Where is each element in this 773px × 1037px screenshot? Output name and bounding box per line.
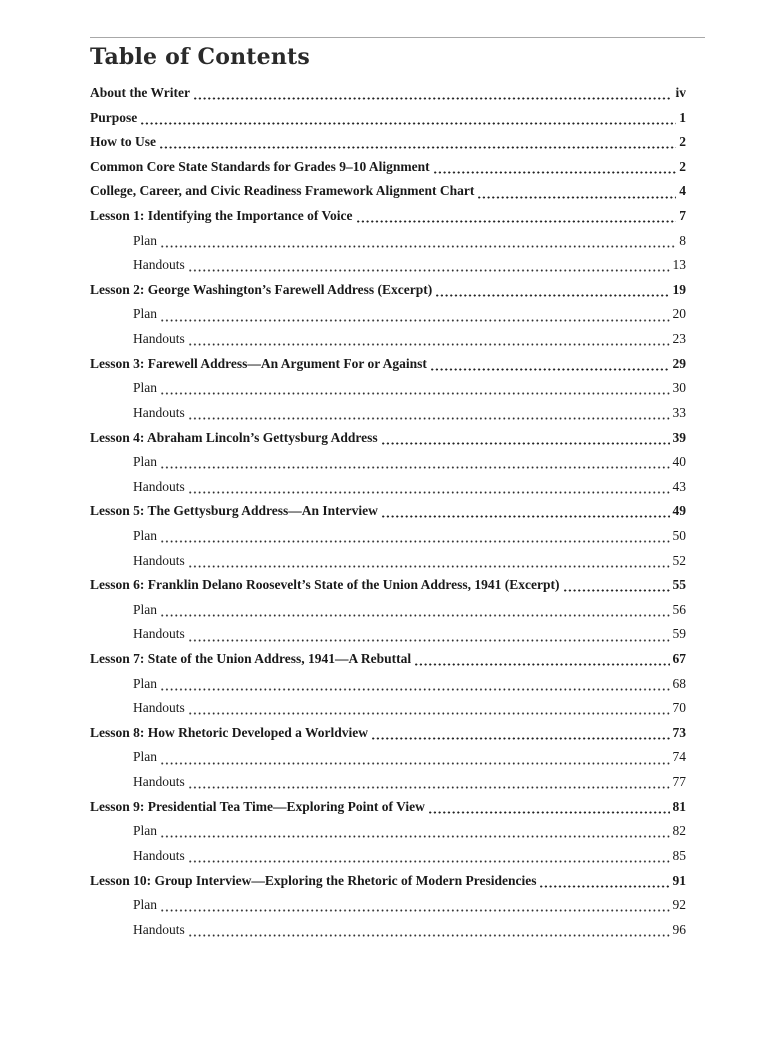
toc-entry	[90, 795, 686, 820]
dot-leader	[189, 918, 670, 943]
toc-subentry	[90, 450, 686, 475]
dot-leader	[161, 450, 669, 475]
toc-subentry	[90, 524, 686, 549]
toc-entry-page: 40	[672, 454, 686, 470]
dot-leader	[189, 475, 670, 500]
toc-subentry	[90, 819, 686, 844]
toc-entry-label: Lesson 6: Franklin Delano Roosevelt’s State of the Union Address, 1941 (Excerpt)	[90, 577, 560, 593]
dot-leader	[141, 106, 676, 131]
toc-entry-label: Handouts	[133, 331, 185, 347]
dot-leader	[189, 327, 670, 352]
toc-entry-page: 55	[672, 577, 686, 593]
toc-entry-page: 56	[672, 601, 686, 617]
dot-leader	[161, 302, 669, 327]
toc-entry-page: 82	[672, 823, 686, 839]
toc-entry-label: Plan	[133, 306, 158, 322]
dot-leader	[415, 647, 669, 672]
toc-entry	[90, 204, 686, 229]
toc-entry-label: Lesson 8: How Rhetoric Developed a Worldview	[90, 724, 368, 740]
toc-entry-label: Lesson 10: Group Interview—Exploring the Rhetoric of Modern Presidencies	[90, 872, 537, 888]
dot-leader	[189, 253, 670, 278]
toc-entry-page: 81	[672, 798, 686, 814]
dot-leader	[372, 721, 670, 746]
toc-entry	[90, 106, 686, 131]
toc-entry-label: Lesson 4: Abraham Lincoln’s Gettysburg Address	[90, 429, 378, 445]
toc-entry-label: Handouts	[133, 774, 185, 790]
toc-entry-page: 70	[672, 700, 686, 716]
toc-subentry	[90, 622, 686, 647]
toc-entry-page: 43	[672, 478, 686, 494]
dot-leader	[436, 278, 669, 303]
toc-entry	[90, 499, 686, 524]
toc-entry-label: Plan	[133, 823, 158, 839]
toc-entry-label: Plan	[133, 454, 158, 470]
dot-leader	[382, 499, 670, 524]
dot-leader	[161, 745, 669, 770]
toc-subentry	[90, 844, 686, 869]
toc-entry-label: Lesson 2: George Washington’s Farewell Address (Excerpt)	[90, 281, 433, 297]
dot-leader	[194, 81, 672, 106]
dot-leader	[161, 893, 669, 918]
toc-entry-page: 68	[672, 675, 686, 691]
toc-subentry	[90, 918, 686, 943]
toc-subentry	[90, 376, 686, 401]
toc-entry-label: Handouts	[133, 478, 185, 494]
toc-entry-page: 50	[672, 527, 686, 543]
dot-leader	[161, 819, 669, 844]
toc-entry-page: 29	[672, 355, 686, 371]
toc-entry-page: 2	[679, 134, 686, 150]
table-of-contents	[90, 81, 686, 942]
toc-entry-label: Handouts	[133, 921, 185, 937]
toc-entry-label: Plan	[133, 675, 158, 691]
toc-entry-page: 92	[672, 897, 686, 913]
toc-entry-label: Handouts	[133, 552, 185, 568]
toc-subentry	[90, 327, 686, 352]
toc-entry	[90, 81, 686, 106]
toc-entry-page: 59	[672, 626, 686, 642]
toc-entry-page: 13	[672, 257, 686, 273]
toc-subentry	[90, 745, 686, 770]
toc-entry-label: Handouts	[133, 626, 185, 642]
dot-leader	[434, 155, 677, 180]
toc-subentry	[90, 302, 686, 327]
toc-subentry	[90, 253, 686, 278]
toc-entry-label: Lesson 7: State of the Union Address, 1941—A Rebuttal	[90, 651, 412, 667]
toc-entry	[90, 721, 686, 746]
toc-subentry	[90, 598, 686, 623]
toc-subentry	[90, 893, 686, 918]
toc-subentry	[90, 401, 686, 426]
toc-entry-page: 49	[672, 503, 686, 519]
toc-entry	[90, 869, 686, 894]
toc-entry-label: Plan	[133, 380, 158, 396]
dot-leader	[189, 844, 670, 869]
toc-entry-label: Handouts	[133, 700, 185, 716]
toc-entry-page: 73	[672, 724, 686, 740]
dot-leader	[189, 696, 670, 721]
page-title: Table of Contents	[90, 44, 310, 70]
dot-leader	[189, 770, 670, 795]
toc-entry-page: 52	[672, 552, 686, 568]
toc-entry-page: 74	[672, 749, 686, 765]
toc-entry-page: 30	[672, 380, 686, 396]
dot-leader	[429, 795, 670, 820]
dot-leader	[431, 352, 670, 377]
toc-entry-label: Handouts	[133, 847, 185, 863]
toc-entry-label: College, Career, and Civic Readiness Framework Alignment Chart	[90, 183, 475, 199]
dot-leader	[161, 376, 669, 401]
dot-leader	[161, 524, 669, 549]
toc-entry-page: 8	[679, 232, 686, 248]
toc-entry-page: 96	[672, 921, 686, 937]
toc-entry-page: 23	[672, 331, 686, 347]
dot-leader	[189, 622, 670, 647]
toc-entry-label: Plan	[133, 601, 158, 617]
toc-entry	[90, 352, 686, 377]
toc-entry-label: Lesson 5: The Gettysburg Address—An Interview	[90, 503, 378, 519]
toc-entry-label: Plan	[133, 527, 158, 543]
toc-entry	[90, 647, 686, 672]
dot-leader	[189, 549, 670, 574]
toc-subentry	[90, 549, 686, 574]
dot-leader	[382, 426, 670, 451]
toc-entry-label: How to Use	[90, 134, 156, 150]
toc-entry-page: 85	[672, 847, 686, 863]
toc-entry-page: 1	[679, 109, 686, 125]
toc-entry-label: Plan	[133, 749, 158, 765]
toc-entry	[90, 573, 686, 598]
toc-entry-label: Lesson 9: Presidential Tea Time—Exploring Point of View	[90, 798, 425, 814]
toc-entry-page: iv	[675, 85, 686, 100]
toc-subentry	[90, 475, 686, 500]
toc-entry-label: Common Core State Standards for Grades 9–10 Alignment	[90, 158, 430, 174]
toc-entry-page: 19	[672, 281, 686, 297]
toc-subentry	[90, 229, 686, 254]
dot-leader	[357, 204, 677, 229]
toc-entry-page: 91	[672, 872, 686, 888]
toc-entry-label: About the Writer	[90, 85, 190, 100]
dot-leader	[160, 130, 676, 155]
dot-leader	[540, 869, 669, 894]
toc-subentry	[90, 672, 686, 697]
toc-entry	[90, 278, 686, 303]
toc-entry-page: 33	[672, 404, 686, 420]
toc-entry-page: 20	[672, 306, 686, 322]
toc-entry-page: 4	[679, 183, 686, 199]
toc-entry-label: Lesson 1: Identifying the Importance of Voice	[90, 208, 353, 224]
header-divider	[90, 37, 705, 38]
toc-entry	[90, 426, 686, 451]
toc-entry-label: Purpose	[90, 109, 138, 125]
dot-leader	[161, 672, 669, 697]
toc-entry-page: 39	[672, 429, 686, 445]
toc-entry-page: 7	[679, 208, 686, 224]
dot-leader	[564, 573, 670, 598]
toc-subentry	[90, 770, 686, 795]
dot-leader	[189, 401, 670, 426]
toc-entry	[90, 130, 686, 155]
document-page	[0, 37, 773, 942]
toc-subentry	[90, 696, 686, 721]
dot-leader	[478, 179, 676, 204]
dot-leader	[161, 598, 669, 623]
toc-entry-page: 67	[672, 651, 686, 667]
toc-entry-label: Handouts	[133, 257, 185, 273]
toc-entry-label: Handouts	[133, 404, 185, 420]
dot-leader	[161, 229, 676, 254]
toc-entry	[90, 155, 686, 180]
toc-entry	[90, 179, 686, 204]
toc-entry-label: Plan	[133, 897, 158, 913]
toc-entry-page: 77	[672, 774, 686, 790]
toc-entry-page: 2	[679, 158, 686, 174]
toc-entry-label: Plan	[133, 232, 158, 248]
toc-entry-label: Lesson 3: Farewell Address—An Argument For or Against	[90, 355, 427, 371]
